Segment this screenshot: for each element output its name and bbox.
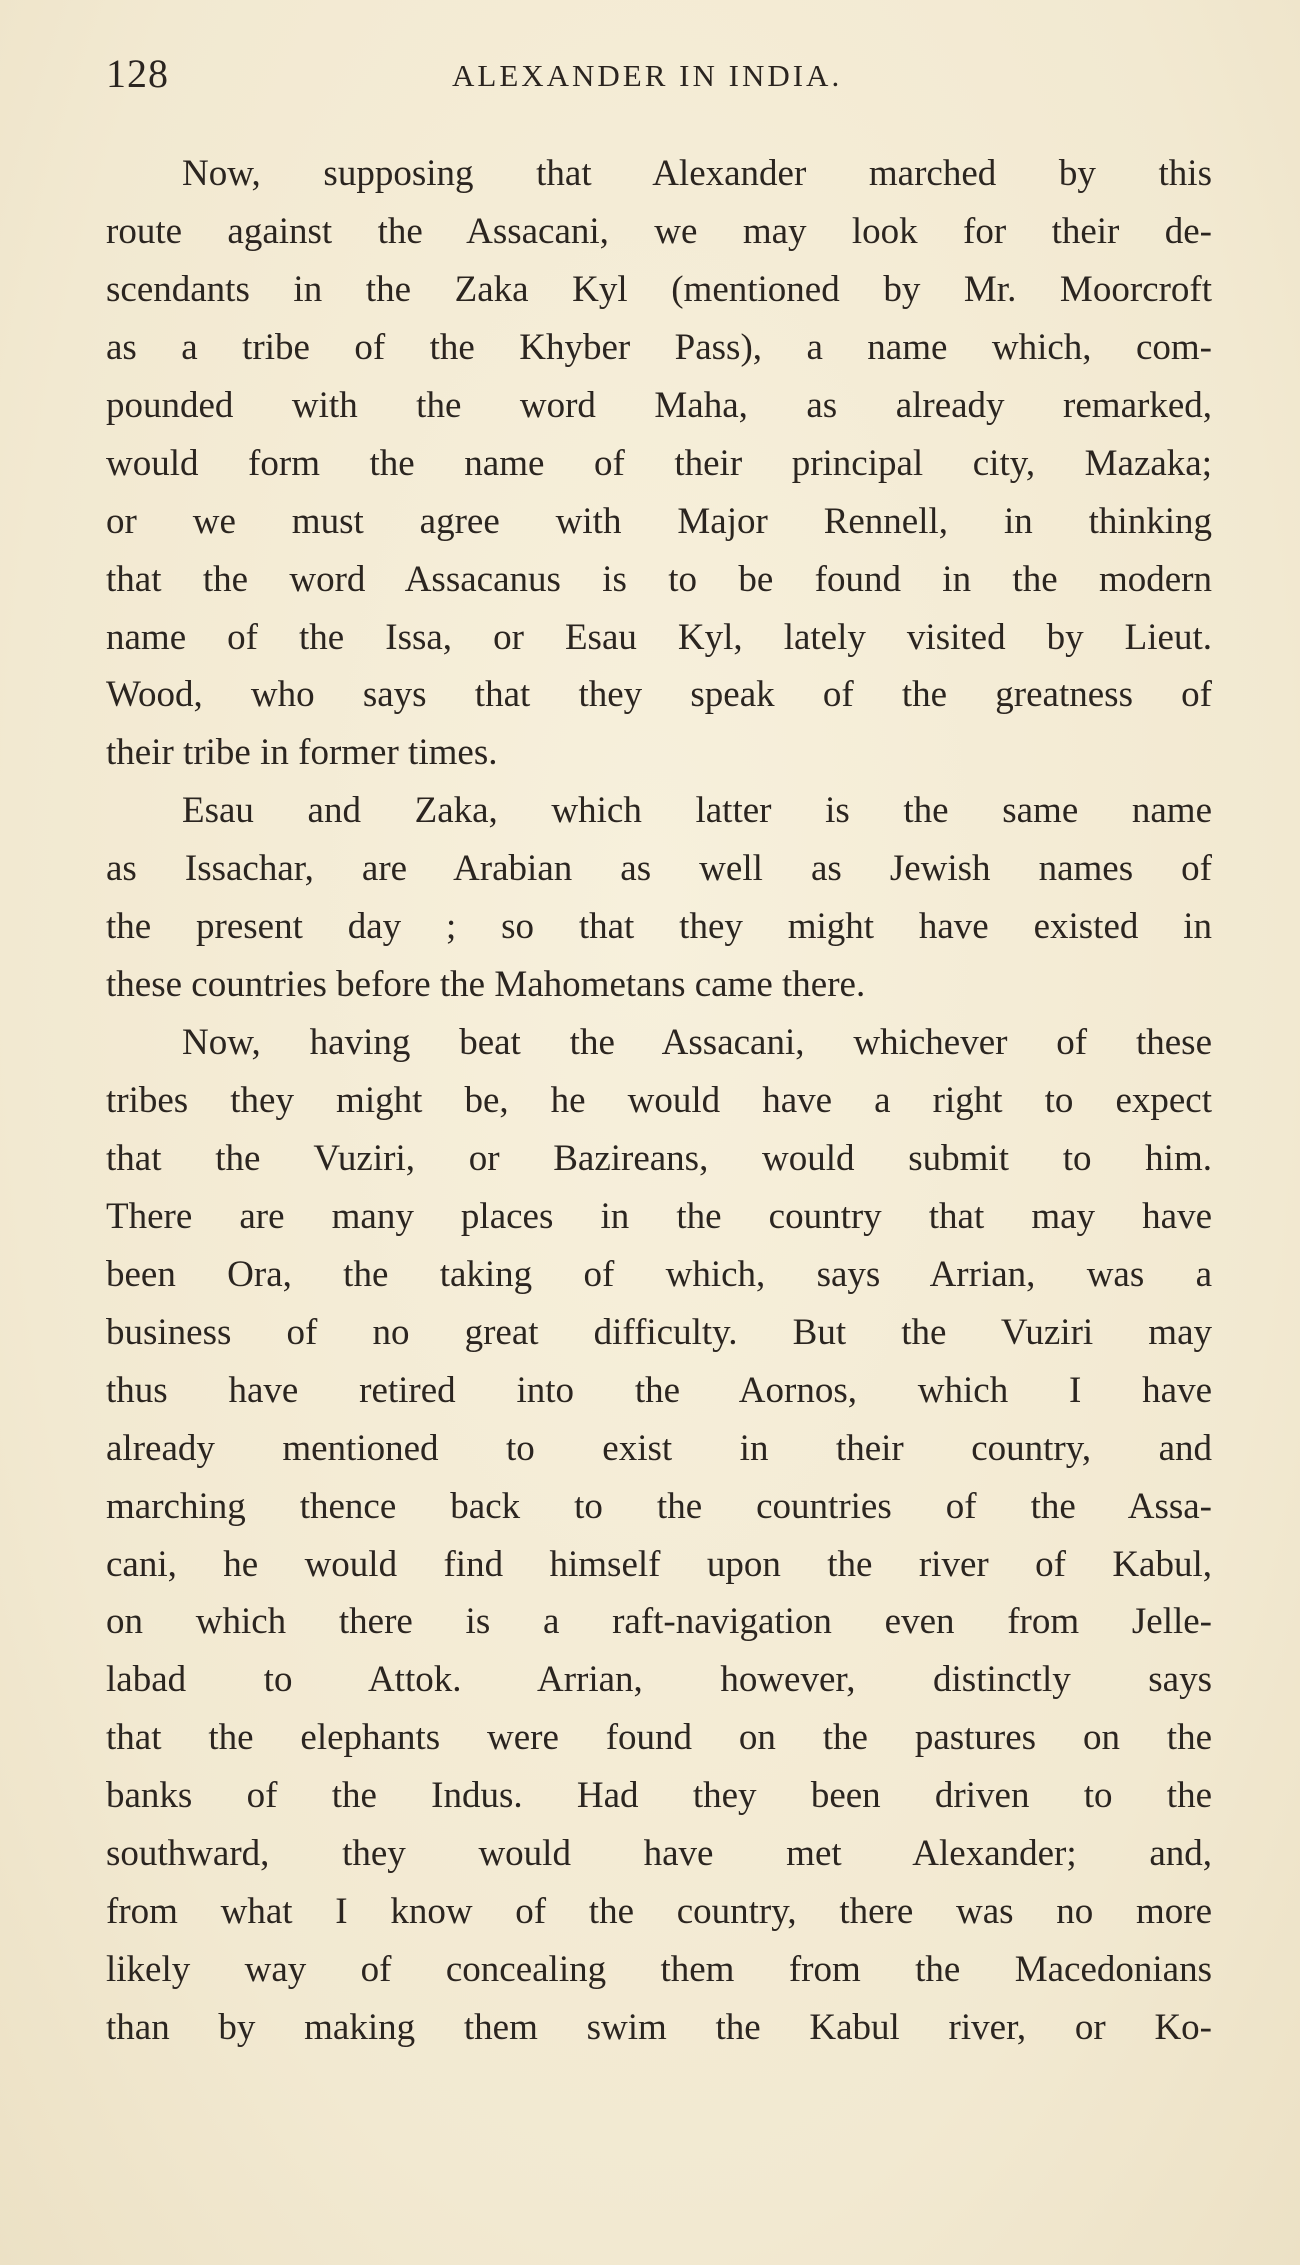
text-line: labad to Attok. Arrian, however, distinctly says [106, 1659, 1212, 1701]
text-line: route against the Assacani, we may look for their de- [106, 210, 1212, 252]
text-line: likely way of concealing them from the Macedonians [106, 1949, 1212, 1991]
text-line: would form the name of their principal city, Mazaka; [106, 442, 1212, 484]
running-head: ALEXANDER IN INDIA. [452, 58, 843, 93]
text-line: pounded with the word Maha, as already remarked, [106, 384, 1212, 426]
text-line: thus have retired into the Aornos, which I have [106, 1369, 1212, 1411]
body-text [106, 145, 1212, 2057]
text-line: these countries before the Mahometans came there. [106, 964, 866, 1006]
text-line: from what I know of the country, there was no more [106, 1891, 1212, 1933]
page-header [106, 50, 1220, 110]
text-line: scendants in the Zaka Kyl (mentioned by Mr. Moorcroft [106, 268, 1212, 310]
text-line: as a tribe of the Khyber Pass), a name which, com- [106, 326, 1212, 368]
text-line: tribes they might be, he would have a right to expect [106, 1080, 1212, 1121]
text-line: on which there is a raft-navigation even from Jelle- [106, 1601, 1212, 1643]
text-line: that the Vuziri, or Bazireans, would submit to him. [106, 1137, 1212, 1179]
text-line: business of no great difficulty. But the Vuziri may [106, 1311, 1212, 1353]
text-line: Now, supposing that Alexander marched by this [182, 153, 1212, 194]
text-line: Wood, who says that they speak of the greatness of [106, 674, 1212, 716]
text-line: that the word Assacanus is to be found in the modern [106, 558, 1212, 600]
text-line: cani, he would find himself upon the river of Kabul, [106, 1543, 1212, 1585]
text-line: their tribe in former times. [106, 732, 498, 774]
text-line: There are many places in the country that may have [106, 1195, 1212, 1237]
text-line: or we must agree with Major Rennell, in thinking [106, 500, 1212, 542]
text-line: that the elephants were found on the pastures on the [106, 1717, 1212, 1759]
text-line: the present day ; so that they might have existed in [106, 906, 1212, 948]
page-number: 128 [106, 51, 169, 96]
text-line: been Ora, the taking of which, says Arrian, was a [106, 1253, 1212, 1295]
text-line: marching thence back to the countries of the Assa- [106, 1485, 1212, 1527]
text-line: as Issachar, are Arabian as well as Jewish names of [106, 848, 1212, 890]
text-line: Now, having beat the Assacani, whichever of these [182, 1022, 1212, 1064]
text-line: banks of the Indus. Had they been driven to the [106, 1775, 1212, 1817]
text-line: already mentioned to exist in their country, and [106, 1427, 1212, 1469]
text-line: southward, they would have met Alexander; and, [106, 1833, 1212, 1875]
text-line: Esau and Zaka, which latter is the same name [182, 790, 1212, 832]
text-line: name of the Issa, or Esau Kyl, lately visited by Lieut. [106, 616, 1212, 658]
text-line: than by making them swim the Kabul river, or Ko- [106, 2007, 1212, 2048]
